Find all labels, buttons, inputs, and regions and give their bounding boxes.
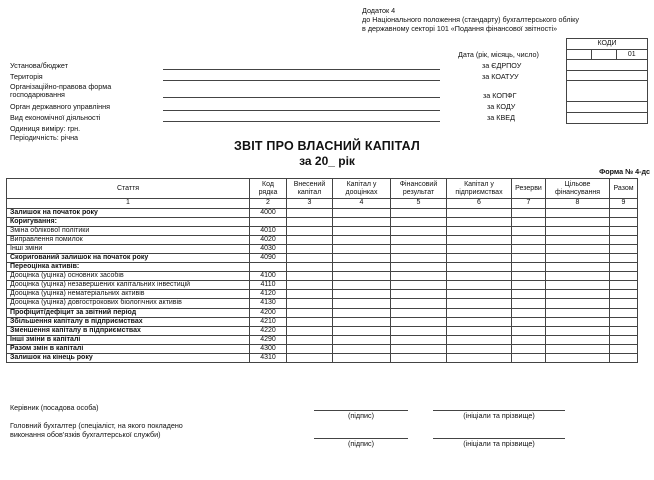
value-cell[interactable] <box>447 335 512 344</box>
table-row <box>7 308 638 317</box>
value-cell[interactable] <box>447 344 512 353</box>
row-code: 4290 <box>250 335 287 344</box>
value-cell[interactable] <box>287 208 333 217</box>
value-cell[interactable] <box>610 344 638 353</box>
col-header: Разом <box>610 179 638 199</box>
value-cell[interactable] <box>287 308 333 317</box>
value-cell[interactable] <box>546 290 610 299</box>
value-cell[interactable] <box>333 235 391 244</box>
value-cell[interactable] <box>391 253 447 262</box>
col-header: Фінансовий результат <box>391 179 447 199</box>
table-row <box>7 263 638 272</box>
equity-table <box>6 178 638 363</box>
table-row <box>7 344 638 353</box>
value-cell[interactable] <box>391 281 447 290</box>
kved-code-cell[interactable] <box>567 112 648 123</box>
col-number: 6 <box>447 199 512 209</box>
row-code: 4220 <box>250 326 287 335</box>
value-cell[interactable] <box>512 217 546 226</box>
unit-label: Одиниця виміру: грн. <box>10 124 81 133</box>
value-cell[interactable] <box>333 281 391 290</box>
row-label: Інші зміни в капіталі <box>7 335 250 344</box>
field-line-territory[interactable] <box>163 80 440 81</box>
value-cell[interactable] <box>512 354 546 363</box>
value-cell[interactable] <box>333 272 391 281</box>
value-cell[interactable] <box>546 299 610 308</box>
accountant-signature-label-2: виконання обов’язків бухгалтерської служби) <box>10 430 161 439</box>
row-label: Зменшення капіталу в підприємствах <box>7 326 250 335</box>
table-row <box>7 335 638 344</box>
col-number: 9 <box>610 199 638 209</box>
row-label: Профіцит/дефіцит за звітний період <box>7 308 250 317</box>
koatuu-code-cell[interactable] <box>567 70 648 81</box>
table-row <box>7 290 638 299</box>
col-number: 4 <box>333 199 391 209</box>
value-cell[interactable] <box>333 208 391 217</box>
value-cell[interactable] <box>447 317 512 326</box>
table-row <box>7 253 638 262</box>
col-header: Капітал у дооцінках <box>333 179 391 199</box>
field-label-territory: Територія <box>10 72 43 81</box>
value-cell[interactable] <box>512 226 546 235</box>
field-line-institution[interactable] <box>163 69 440 70</box>
date-label: Дата (рік, місяць, число) <box>458 50 539 59</box>
value-cell[interactable] <box>512 308 546 317</box>
row-code: 4020 <box>250 235 287 244</box>
value-cell[interactable] <box>447 208 512 217</box>
table-row <box>7 326 638 335</box>
row-code: 4010 <box>250 226 287 235</box>
value-cell[interactable] <box>447 217 512 226</box>
value-cell[interactable] <box>546 263 610 272</box>
value-cell[interactable] <box>391 299 447 308</box>
value-cell[interactable] <box>512 235 546 244</box>
codes-table <box>566 38 648 124</box>
value-cell[interactable] <box>546 326 610 335</box>
table-row <box>7 317 638 326</box>
col-number: 2 <box>250 199 287 209</box>
value-cell[interactable] <box>512 290 546 299</box>
annex-line-3: в державному секторі 101 «Подання фінансової звітності» <box>362 24 558 33</box>
table-row <box>7 299 638 308</box>
row-label: Переоцінка активів: <box>7 263 250 272</box>
value-cell[interactable] <box>447 299 512 308</box>
value-cell[interactable] <box>287 344 333 353</box>
row-code: 4210 <box>250 317 287 326</box>
accountant-signature-label-1: Головний бухгалтер (спеціаліст, на якого покладено <box>10 421 183 430</box>
codes-title: КОДИ <box>567 39 648 50</box>
column-number-row <box>7 199 638 209</box>
value-cell[interactable] <box>610 335 638 344</box>
value-cell[interactable] <box>512 317 546 326</box>
value-cell[interactable] <box>447 235 512 244</box>
head-name-caption: (ініціали та прізвище) <box>463 411 535 420</box>
value-cell[interactable] <box>610 244 638 253</box>
row-label: Інші зміни <box>7 244 250 253</box>
col-number: 3 <box>287 199 333 209</box>
value-cell[interactable] <box>391 217 447 226</box>
row-label: Скоригований залишок на початок року <box>7 253 250 262</box>
field-line-authority[interactable] <box>163 110 440 111</box>
value-cell[interactable] <box>287 226 333 235</box>
value-cell[interactable] <box>610 208 638 217</box>
value-cell[interactable] <box>546 235 610 244</box>
value-cell[interactable] <box>287 244 333 253</box>
table-row <box>7 208 638 217</box>
value-cell[interactable] <box>391 290 447 299</box>
value-cell[interactable] <box>610 226 638 235</box>
field-label-authority: Орган державного управління <box>10 102 111 111</box>
value-cell[interactable] <box>391 326 447 335</box>
row-label: Збільшення капіталу в підприємствах <box>7 317 250 326</box>
value-cell[interactable] <box>333 344 391 353</box>
value-cell[interactable] <box>333 226 391 235</box>
value-cell[interactable] <box>391 235 447 244</box>
value-cell[interactable] <box>333 217 391 226</box>
report-title: ЗВІТ ПРО ВЛАСНИЙ КАПІТАЛ <box>233 139 421 153</box>
annex-line-2: до Національного положення (стандарту) бухгалтерського обліку <box>362 15 579 24</box>
value-cell[interactable] <box>546 217 610 226</box>
head-signature-label: Керівник (посадова особа) <box>10 403 99 412</box>
value-cell[interactable] <box>333 290 391 299</box>
value-cell[interactable] <box>287 235 333 244</box>
value-cell[interactable] <box>512 344 546 353</box>
value-cell[interactable] <box>447 226 512 235</box>
col-header: Стаття <box>7 179 250 199</box>
col-number: 5 <box>391 199 447 209</box>
value-cell[interactable] <box>447 354 512 363</box>
value-cell[interactable] <box>287 253 333 262</box>
value-cell[interactable] <box>610 290 638 299</box>
row-code: 4130 <box>250 299 287 308</box>
row-code: 4000 <box>250 208 287 217</box>
value-cell[interactable] <box>512 208 546 217</box>
field-line-legal-form[interactable] <box>163 97 440 98</box>
value-cell[interactable] <box>610 299 638 308</box>
head-signature-caption: (підпис) <box>348 411 374 420</box>
table-row <box>7 272 638 281</box>
row-code: 4310 <box>250 354 287 363</box>
value-cell[interactable] <box>333 317 391 326</box>
value-cell[interactable] <box>447 290 512 299</box>
value-cell[interactable] <box>610 317 638 326</box>
row-code <box>250 263 287 272</box>
accountant-name-caption: (ініціали та прізвище) <box>463 439 535 448</box>
row-code: 4200 <box>250 308 287 317</box>
table-row <box>7 217 638 226</box>
field-line-activity[interactable] <box>163 121 440 122</box>
value-cell[interactable] <box>546 272 610 281</box>
col-header: Цільове фінансування <box>546 179 610 199</box>
value-cell[interactable] <box>546 281 610 290</box>
table-row <box>7 244 638 253</box>
value-cell[interactable] <box>546 226 610 235</box>
value-cell[interactable] <box>287 299 333 308</box>
row-label: Дооцінка (уцінка) довгострокових біологічних активів <box>7 299 250 308</box>
value-cell[interactable] <box>391 317 447 326</box>
annex-note <box>362 6 579 33</box>
value-cell[interactable] <box>333 354 391 363</box>
row-label: Дооцінка (уцінка) основних засобів <box>7 272 250 281</box>
table-row <box>7 235 638 244</box>
kopfg-code-cell[interactable] <box>567 81 648 102</box>
value-cell[interactable] <box>333 244 391 253</box>
col-number: 7 <box>512 199 546 209</box>
date-year-cell[interactable] <box>567 49 592 60</box>
col-header: Резерви <box>512 179 546 199</box>
report-subtitle: за 20_ рік <box>299 154 355 168</box>
table-row <box>7 226 638 235</box>
value-cell[interactable] <box>512 281 546 290</box>
value-cell[interactable] <box>287 263 333 272</box>
row-label: Залишок на кінець року <box>7 354 250 363</box>
accountant-signature-caption: (підпис) <box>348 439 374 448</box>
value-cell[interactable] <box>333 253 391 262</box>
value-cell[interactable] <box>391 354 447 363</box>
field-label-legal-form: Організаційно-правова форма господарювання <box>10 82 112 99</box>
value-cell[interactable] <box>610 281 638 290</box>
value-cell[interactable] <box>546 308 610 317</box>
row-code: 4120 <box>250 290 287 299</box>
value-cell[interactable] <box>447 263 512 272</box>
value-cell[interactable] <box>512 299 546 308</box>
value-cell[interactable] <box>546 253 610 262</box>
value-cell[interactable] <box>333 335 391 344</box>
register-kopfg: за КОПФГ <box>483 91 517 100</box>
row-label: Зміна облікової політики <box>7 226 250 235</box>
row-code: 4090 <box>250 253 287 262</box>
edrpou-code-cell[interactable] <box>567 60 648 71</box>
row-label: Залишок на початок року <box>7 208 250 217</box>
field-label-activity: Вид економічної діяльності <box>10 113 101 122</box>
annex-line-1: Додаток 4 <box>362 6 396 15</box>
value-cell[interactable] <box>512 253 546 262</box>
value-cell[interactable] <box>610 272 638 281</box>
row-code <box>250 217 287 226</box>
row-code: 4100 <box>250 272 287 281</box>
value-cell[interactable] <box>546 317 610 326</box>
row-label: Дооцінка (уцінка) нематеріальних активів <box>7 290 250 299</box>
value-cell[interactable] <box>287 290 333 299</box>
col-header: Внесений капітал <box>287 179 333 199</box>
value-cell[interactable] <box>391 263 447 272</box>
value-cell[interactable] <box>512 326 546 335</box>
value-cell[interactable] <box>333 308 391 317</box>
col-number: 8 <box>546 199 610 209</box>
value-cell[interactable] <box>287 281 333 290</box>
value-cell[interactable] <box>391 308 447 317</box>
value-cell[interactable] <box>610 217 638 226</box>
date-code: 01 <box>616 49 647 60</box>
value-cell[interactable] <box>391 226 447 235</box>
value-cell[interactable] <box>447 253 512 262</box>
value-cell[interactable] <box>333 299 391 308</box>
value-cell[interactable] <box>610 354 638 363</box>
register-edrpou: за ЄДРПОУ <box>482 61 522 70</box>
value-cell[interactable] <box>610 308 638 317</box>
value-cell[interactable] <box>391 344 447 353</box>
value-cell[interactable] <box>610 235 638 244</box>
row-label: Виправлення помилок <box>7 235 250 244</box>
value-cell[interactable] <box>447 308 512 317</box>
value-cell[interactable] <box>333 263 391 272</box>
row-code: 4110 <box>250 281 287 290</box>
table-row <box>7 281 638 290</box>
value-cell[interactable] <box>287 317 333 326</box>
row-label: Коригування: <box>7 217 250 226</box>
value-cell[interactable] <box>512 263 546 272</box>
date-month-cell[interactable] <box>592 49 616 60</box>
col-number: 1 <box>7 199 250 209</box>
value-cell[interactable] <box>610 326 638 335</box>
row-code: 4300 <box>250 344 287 353</box>
field-label-institution: Установа/бюджет <box>10 61 68 70</box>
value-cell[interactable] <box>512 335 546 344</box>
row-code: 4030 <box>250 244 287 253</box>
value-cell[interactable] <box>447 326 512 335</box>
row-label: Разом змін в капіталі <box>7 344 250 353</box>
header-row <box>7 179 638 199</box>
value-cell[interactable] <box>391 272 447 281</box>
value-cell[interactable] <box>287 354 333 363</box>
value-cell[interactable] <box>512 272 546 281</box>
value-cell[interactable] <box>546 344 610 353</box>
table-row <box>7 354 638 363</box>
value-cell[interactable] <box>287 272 333 281</box>
value-cell[interactable] <box>610 263 638 272</box>
form-number: Форма № 4-дс <box>599 167 650 176</box>
value-cell[interactable] <box>287 335 333 344</box>
col-header: Капітал у підприємствах <box>447 179 512 199</box>
kodu-code-cell[interactable] <box>567 102 648 113</box>
value-cell[interactable] <box>287 326 333 335</box>
row-label: Дооцінка (уцінка) незавершених капітальних інвестицій <box>7 281 250 290</box>
value-cell[interactable] <box>391 208 447 217</box>
value-cell[interactable] <box>546 354 610 363</box>
value-cell[interactable] <box>546 208 610 217</box>
value-cell[interactable] <box>333 326 391 335</box>
register-kodu: за КОДУ <box>487 102 516 111</box>
value-cell[interactable] <box>546 335 610 344</box>
register-koatuu: за КОАТУУ <box>482 72 519 81</box>
value-cell[interactable] <box>391 244 447 253</box>
value-cell[interactable] <box>391 335 447 344</box>
col-header: Код рядка <box>250 179 287 199</box>
periodicity-label: Періодичність: річна <box>10 133 79 142</box>
register-kved: за КВЕД <box>487 113 515 122</box>
value-cell[interactable] <box>447 244 512 253</box>
value-cell[interactable] <box>546 244 610 253</box>
value-cell[interactable] <box>610 253 638 262</box>
value-cell[interactable] <box>512 244 546 253</box>
value-cell[interactable] <box>447 272 512 281</box>
value-cell[interactable] <box>287 217 333 226</box>
value-cell[interactable] <box>447 281 512 290</box>
